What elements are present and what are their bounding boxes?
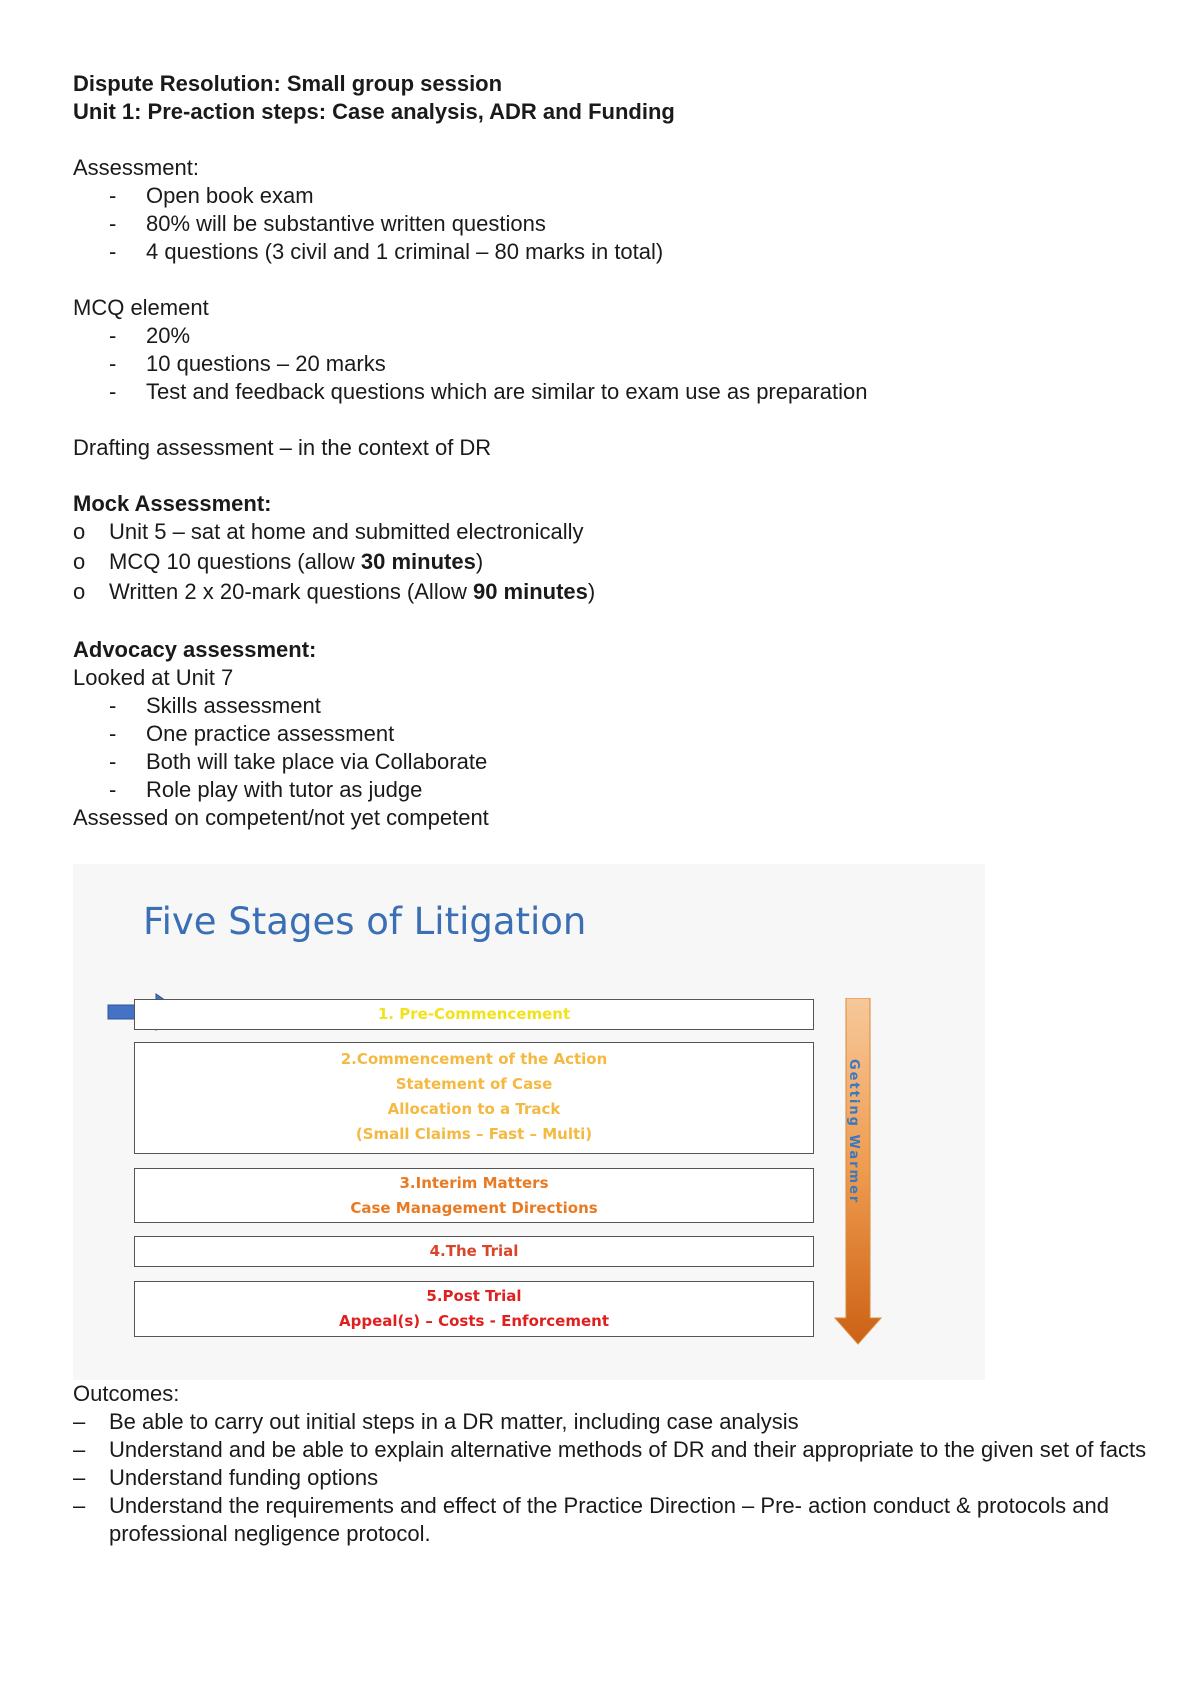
- list-item: – Be able to carry out initial steps in a DR matter, including case analysis: [73, 1409, 799, 1434]
- stage-1-label: 1. Pre-Commencement: [377, 1005, 571, 1023]
- getting-warmer-label: Getting Warmer: [846, 1059, 861, 1205]
- mcq-heading: MCQ element: [73, 295, 209, 320]
- list-item: - 20%: [109, 323, 191, 348]
- document-body: [73, 70, 1153, 832]
- list-item: - Test and feedback questions which are similar to exam use as preparation: [109, 379, 868, 404]
- doc-subtitle: Unit 1: Pre-action steps: Case analysis, ADR and Funding: [73, 99, 675, 124]
- stage-4-label: 4.The Trial: [429, 1242, 519, 1260]
- list-item: - 80% will be substantive written questions: [109, 211, 546, 236]
- list-item: – Understand the requirements and effect of the Practice Direction – Pre- action conduct & protocols and professional negligence protocol.: [73, 1493, 1109, 1546]
- list-item: – Understand and be able to explain alternative methods of DR and their appropriate to the given set of facts: [73, 1437, 1147, 1462]
- list-item: - Both will take place via Collaborate: [109, 749, 488, 774]
- list-item: o Written 2 x 20-mark questions (Allow 90 minutes): [73, 579, 596, 604]
- advocacy-intro: Looked at Unit 7: [73, 665, 234, 690]
- assessment-heading: Assessment:: [73, 155, 199, 180]
- doc-title: Dispute Resolution: Small group session: [73, 71, 503, 96]
- outcomes-heading: Outcomes:: [73, 1381, 180, 1406]
- drafting-line: Drafting assessment – in the context of DR: [73, 435, 492, 460]
- list-item: - One practice assessment: [109, 721, 395, 746]
- advocacy-heading: Advocacy assessment:: [73, 637, 317, 662]
- list-item: o Unit 5 – sat at home and submitted electronically: [73, 519, 584, 544]
- list-item: o MCQ 10 questions (allow 30 minutes): [73, 549, 484, 574]
- list-item: - Open book exam: [109, 183, 314, 208]
- stage-3-box: [134, 1168, 814, 1223]
- stage-3-label: 3.Interim Matters: [399, 1174, 549, 1192]
- stage-2-line: Allocation to a Track: [387, 1100, 561, 1118]
- outcomes-section: [73, 1380, 1153, 1548]
- stage-2-label: 2.Commencement of the Action: [340, 1050, 608, 1068]
- stage-4-box: [134, 1236, 814, 1267]
- stage-3-line: Case Management Directions: [350, 1199, 598, 1217]
- stage-5-label: 5.Post Trial: [426, 1287, 522, 1305]
- list-item: - 4 questions (3 civil and 1 criminal – 80 marks in total): [109, 239, 664, 264]
- list-item: – Understand funding options: [73, 1465, 379, 1490]
- list-item: - Role play with tutor as judge: [109, 777, 423, 802]
- stage-5-line: Appeal(s) – Costs - Enforcement: [339, 1312, 609, 1330]
- stage-2-line: (Small Claims – Fast – Multi): [355, 1125, 593, 1143]
- litigation-stages-diagram: [73, 864, 985, 1380]
- mock-heading: Mock Assessment:: [73, 491, 272, 516]
- stage-1-box: [134, 999, 814, 1030]
- stage-2-box: [134, 1042, 814, 1154]
- list-item: - 10 questions – 20 marks: [109, 351, 386, 376]
- diagram-title: Five Stages of Litigation: [143, 900, 587, 943]
- stage-5-box: [134, 1281, 814, 1337]
- advocacy-footer: Assessed on competent/not yet competent: [73, 805, 489, 830]
- stage-2-line: Statement of Case: [395, 1075, 553, 1093]
- list-item: - Skills assessment: [109, 693, 321, 718]
